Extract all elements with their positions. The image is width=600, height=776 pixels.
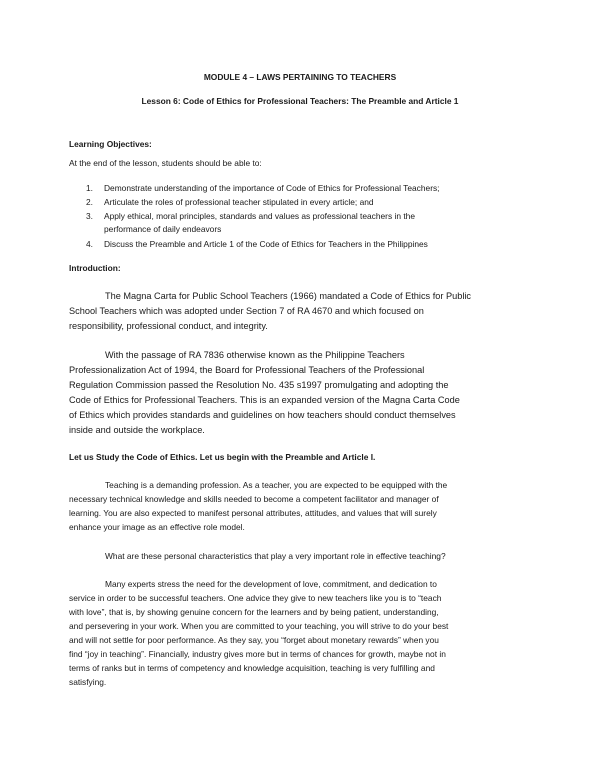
intro-p2-line: Code of Ethics for Professional Teachers. This is an expanded version of the Magna Carta Code xyxy=(69,395,460,405)
intro-p2-line: With the passage of RA 7836 otherwise known as the Philippine Teachers xyxy=(105,350,405,360)
list-text: Articulate the roles of professional teacher stipulated in every article; and xyxy=(104,197,374,207)
objectives-heading: Learning Objectives: xyxy=(69,139,152,149)
objectives-intro: At the end of the lesson, students should be able to: xyxy=(69,158,262,168)
list-text: Apply ethical, moral principles, standards and values as professional teachers in the xyxy=(104,211,415,221)
study-p1-line: Teaching is a demanding profession. As a teacher, you are expected to be equipped with the xyxy=(105,480,448,490)
list-text: Demonstrate understanding of the importance of Code of Ethics for Professional Teachers; xyxy=(104,183,440,193)
study-p2-line: service in order to be successful teachers. One advice they give to new teachers like you is to “teach xyxy=(69,593,442,603)
intro-p1-line: The Magna Carta for Public School Teachers (1966) mandated a Code of Ethics for Public xyxy=(105,291,471,301)
intro-p2-line: of Ethics which provides standards and guidelines on how teachers should conduct themselves xyxy=(69,410,456,420)
intro-p2-line: inside and outside the workplace. xyxy=(69,425,205,435)
list-text-continued: performance of daily endeavors xyxy=(104,224,222,234)
intro-p1-line: responsibility, professional conduct, and integrity. xyxy=(69,321,268,331)
study-p2-line: terms of ranks but in terms of competency and knowledge acquisition, teaching is very fulfilling and xyxy=(69,663,435,673)
list-number: 1. xyxy=(86,183,93,193)
intro-p1-line: School Teachers which was adopted under Section 7 of RA 4670 and which focused on xyxy=(69,306,424,316)
study-p2-line: Many experts stress the need for the development of love, commitment, and dedication to xyxy=(105,579,437,589)
lesson-title: Lesson 6: Code of Ethics for Professional Teachers: The Preamble and Article 1 xyxy=(141,96,459,106)
study-p1-line: enhance your image as an effective role model. xyxy=(69,522,245,532)
study-heading: Let us Study the Code of Ethics. Let us begin with the Preamble and Article I. xyxy=(69,452,376,462)
introduction-heading: Introduction: xyxy=(69,263,121,273)
module-title: MODULE 4 – LAWS PERTAINING TO TEACHERS xyxy=(203,72,397,82)
intro-p2-line: Regulation Commission passed the Resolution No. 435 s1997 promulgating and adopting the xyxy=(69,380,449,390)
study-p2-line: and persevering in your work. When you are committed to your teaching, you will strive to do your best xyxy=(69,621,449,631)
study-p2-line: find “joy in teaching”. Financially, industry gives more but in terms of chances for growth, maybe not in xyxy=(69,649,446,659)
study-question: What are these personal characteristics that play a very important role in effective teaching? xyxy=(105,551,446,561)
list-number: 3. xyxy=(86,211,93,221)
study-p1-line: necessary technical knowledge and skills needed to become a competent facilitator and manager of xyxy=(69,494,439,504)
list-number: 2. xyxy=(86,197,93,207)
list-text: Discuss the Preamble and Article 1 of the Code of Ethics for Teachers in the Philippines xyxy=(104,239,428,249)
study-p2-line: with love”, that is, by showing genuine concern for the learners and by being patient, understanding, xyxy=(69,607,439,617)
study-p2-line: satisfying. xyxy=(69,677,107,687)
study-p1-line: learning. You are also expected to manifest personal attributes, attitudes, and values that will surely xyxy=(69,508,437,518)
study-p2-line: and will not settle for poor performance. As they say, you “forget about monetary rewards” when you xyxy=(69,635,439,645)
list-number: 4. xyxy=(86,239,93,249)
intro-p2-line: Professionalization Act of 1994, the Board for Professional Teachers of the Professional xyxy=(69,365,425,375)
